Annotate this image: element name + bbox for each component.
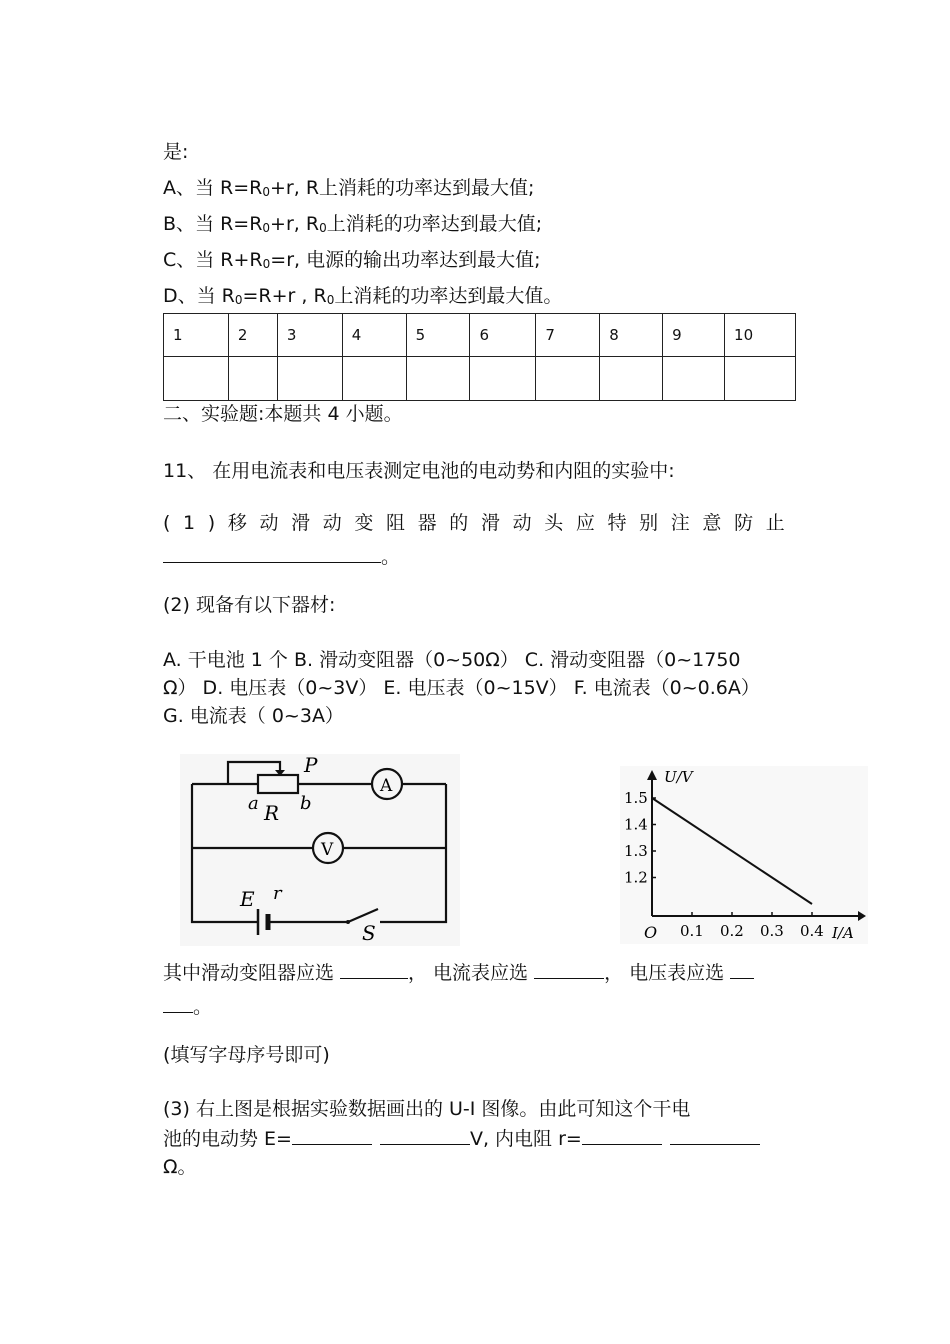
option-a-sub-1: 0 (262, 185, 271, 199)
q11-p1-char: 动 (322, 512, 342, 534)
y-tick-label: 1.3 (624, 842, 648, 860)
answer-cell-8[interactable] (600, 357, 663, 401)
q11-p1-char: 应 (575, 512, 595, 534)
circuit-diagram (180, 754, 460, 946)
origin-label: O (644, 923, 658, 942)
q11-p1-char: 注 (670, 512, 690, 534)
answer-header-8: 8 (600, 314, 663, 357)
option-a-text-1: A、当 R=R (163, 177, 263, 199)
answer-header-6: 6 (470, 314, 536, 357)
option-b-text-2: +r, R (270, 213, 320, 235)
q11-equipment-line-2: Ω） D. 电压表（0~3V） E. 电压表（0~15V） F. 电流表（0~0.6A） (163, 677, 760, 699)
rheostat-answer-blank[interactable] (340, 960, 408, 979)
q11-p1-char: 变 (354, 512, 374, 534)
q11-part1 (163, 511, 785, 535)
answer-header-2: 2 (228, 314, 277, 357)
q11-p1-char: 的 (449, 512, 469, 534)
answer-cell-6[interactable] (470, 357, 536, 401)
y-tick-label: 1.5 (624, 789, 648, 807)
q11-part2-title: (2) 现备有以下器材: (163, 594, 336, 616)
q11-part3-line-2 (163, 1126, 760, 1151)
q11-part1-answer (163, 544, 400, 569)
option-a-text-2: +r, R上消耗的功率达到最大值; (270, 177, 535, 199)
option-b-text-3: 上消耗的功率达到最大值; (326, 213, 543, 235)
select-voltmeter-label: ， 电压表应选 (604, 962, 725, 984)
answer-cell-9[interactable] (663, 357, 725, 401)
option-c-text-1: C、当 R+R (163, 249, 263, 271)
circuit-background (180, 754, 460, 946)
emf-label: 池的电动势 E= (163, 1128, 292, 1150)
q11-part1-blank[interactable] (163, 544, 381, 563)
answer-table (163, 313, 796, 401)
y-axis-label: U/V (664, 768, 693, 786)
q11-p1-char: 别 (639, 512, 659, 534)
section-2-heading: 二、实验题:本题共 4 小题。 (163, 403, 403, 425)
option-c[interactable] (163, 248, 541, 274)
label-a: a (248, 793, 259, 814)
q11-equipment-line-1: A. 干电池 1 个 B. 滑动变阻器（0~50Ω） C. 滑动变阻器（0~1750 (163, 649, 741, 671)
ammeter-label: A (380, 776, 393, 796)
x-tick-label: 0.4 (800, 922, 824, 940)
q11-p1-char: 阻 (386, 512, 406, 534)
answer-header-4: 4 (342, 314, 406, 357)
q11-p1-char: 防 (734, 512, 754, 534)
ammeter-answer-blank[interactable] (534, 960, 604, 979)
answer-header-5: 5 (406, 314, 470, 357)
q11-p1-char: 止 (765, 512, 785, 534)
option-d[interactable] (163, 284, 562, 310)
answer-table-input-row (164, 357, 796, 401)
q11-part1-end: 。 (381, 546, 401, 568)
voltmeter-label: V (321, 840, 334, 860)
option-b-text-1: B、当 R=R (163, 213, 263, 235)
x-tick-label: 0.1 (680, 922, 704, 940)
resistance-answer-blank-1[interactable] (582, 1126, 662, 1145)
option-b[interactable] (163, 212, 542, 238)
resistance-answer-blank-2[interactable] (670, 1126, 760, 1145)
u-i-chart (620, 766, 868, 944)
voltmeter-answer-blank-2[interactable] (163, 994, 193, 1013)
option-d-text-2: =R+r , R (242, 285, 327, 307)
answer-table-header-row (164, 314, 796, 357)
q11-p1-char: 意 (702, 512, 722, 534)
y-tick-label: 1.2 (624, 868, 648, 887)
label-r-resistor: R (264, 801, 280, 825)
answer-header-3: 3 (277, 314, 342, 357)
voltmeter-answer-blank-1[interactable] (730, 960, 754, 979)
answer-cell-4[interactable] (342, 357, 406, 401)
option-a[interactable] (163, 176, 534, 202)
answer-cell-7[interactable] (536, 357, 600, 401)
q11-part3-line-1: (3) 右上图是根据实验数据画出的 U-I 图像。由此可知这个干电 (163, 1098, 691, 1120)
option-c-text-2: =r, 电源的输出功率达到最大值; (270, 249, 541, 271)
answer-cell-3[interactable] (277, 357, 342, 401)
q11-select-line-2 (163, 994, 212, 1019)
label-b: b (300, 793, 312, 814)
option-c-sub-1: 0 (262, 257, 271, 271)
option-d-text-3: 上消耗的功率达到最大值。 (334, 285, 563, 307)
select-rheostat-label: 其中滑动变阻器应选 (163, 962, 335, 984)
x-tick-label: 0.2 (720, 922, 744, 940)
q11-p1-char: 移 (227, 512, 247, 534)
label-p: P (304, 754, 318, 777)
option-b-sub-2: 0 (319, 221, 327, 235)
q11-p1-char: ) (207, 512, 216, 534)
label-r-internal: r (273, 883, 282, 904)
select-ammeter-label: ， 电流表应选 (408, 962, 529, 984)
q11-p1-char: 特 (607, 512, 627, 534)
q11-part3-line-3: Ω。 (163, 1156, 197, 1178)
answer-cell-1[interactable] (164, 357, 229, 401)
q11-p1-char: 器 (417, 512, 437, 534)
q11-p1-char: 滑 (291, 512, 311, 534)
chart-background (620, 766, 868, 944)
q11-p1-char: 动 (512, 512, 532, 534)
option-d-sub-2: 0 (326, 293, 335, 307)
y-tick-label: 1.4 (624, 815, 648, 834)
intro-text: 是: (163, 141, 189, 163)
q11-fill-hint: (填写字母序号即可) (163, 1044, 330, 1066)
switch-pivot (346, 920, 350, 924)
q11-p1-char: 1 (183, 512, 196, 534)
q11-p1-char: 滑 (480, 512, 500, 534)
answer-cell-5[interactable] (406, 357, 470, 401)
q11-equipment-line-3: G. 电流表（ 0~3A） (163, 705, 344, 727)
emf-answer-blank-2[interactable] (380, 1126, 470, 1145)
q11-title: 11、 在用电流表和电压表测定电池的电动势和内阻的实验中: (163, 460, 675, 482)
answer-cell-10[interactable] (725, 357, 796, 401)
x-tick-label: 0.3 (760, 922, 784, 940)
internal-resistance-label: V, 内电阻 r= (469, 1128, 582, 1150)
q11-p1-char: ( (163, 512, 171, 534)
q11-p1-char: 头 (544, 512, 564, 534)
q11-select-line (163, 960, 754, 985)
option-d-text-1: D、当 R (163, 285, 235, 307)
q11-p1-char: 动 (259, 512, 279, 534)
answer-header-7: 7 (536, 314, 600, 357)
emf-answer-blank-1[interactable] (292, 1126, 372, 1145)
label-s: S (362, 921, 376, 945)
x-axis-label: I/A (832, 924, 854, 942)
option-b-sub-1: 0 (262, 221, 271, 235)
answer-header-1: 1 (164, 314, 229, 357)
label-e: E (240, 887, 255, 911)
option-d-sub-1: 0 (234, 293, 243, 307)
select-end: 。 (193, 996, 213, 1018)
answer-header-9: 9 (663, 314, 725, 357)
answer-cell-2[interactable] (228, 357, 277, 401)
answer-header-10: 10 (725, 314, 796, 357)
